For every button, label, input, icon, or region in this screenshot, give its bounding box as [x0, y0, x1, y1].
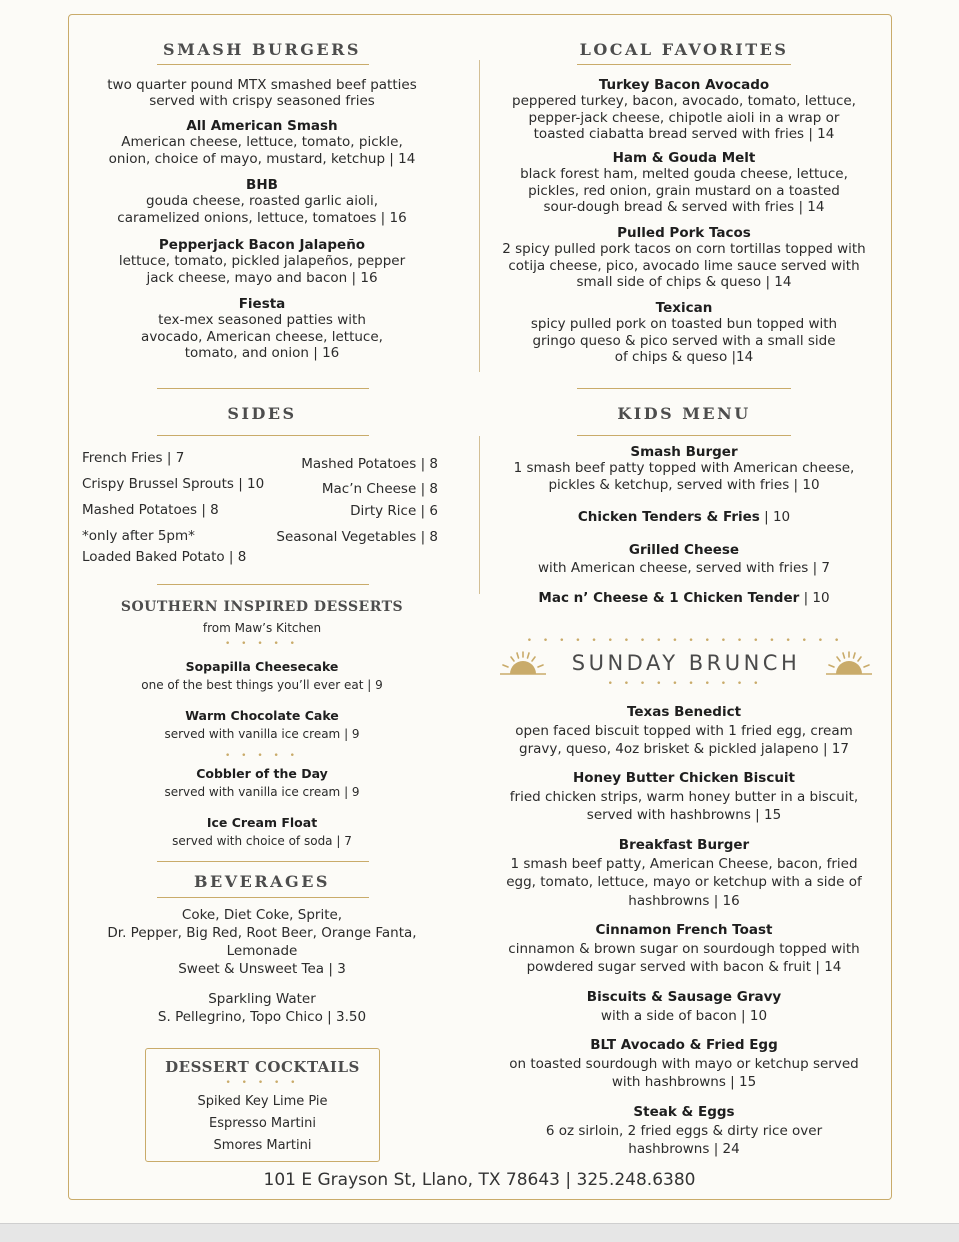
item-price: | 10 — [799, 590, 830, 606]
section-rule — [577, 388, 791, 389]
menu-item — [112, 237, 412, 286]
beverage-line: Lemonade — [226, 943, 298, 959]
menu-item — [504, 988, 864, 1025]
sunday-brunch-heading: SUNDAY BRUNCH — [571, 651, 801, 675]
menu-item — [504, 444, 864, 493]
menu-item — [112, 766, 412, 800]
item-desc: with a side of bacon | 10 — [600, 1007, 768, 1024]
section-rule — [157, 861, 369, 862]
side-item: Loaded Baked Potato | 8 — [82, 549, 247, 565]
section-rule — [157, 388, 369, 389]
menu-item — [112, 177, 412, 226]
sides-heading: SIDES — [227, 404, 297, 423]
item-name: Grilled Cheese — [628, 542, 740, 558]
item-name: Sopapilla Cheesecake — [185, 659, 339, 674]
item-desc: American cheese, lettuce, tomato, pickle, onion, choice of mayo, mustard, ketchup | 14 — [108, 134, 416, 167]
menu-item — [112, 815, 412, 849]
desserts-heading: SOUTHERN INSPIRED DESSERTS — [120, 599, 404, 615]
item-name: Pepperjack Bacon Jalapeño — [158, 237, 366, 253]
ornament-dots: • • • • • — [225, 751, 299, 761]
menu-item — [112, 708, 412, 742]
cocktail-list — [145, 1091, 380, 1157]
beverage-line: Sparkling Water — [208, 991, 316, 1007]
item-name: All American Smash — [186, 118, 338, 134]
sunrise-icon — [500, 650, 546, 676]
menu-item — [504, 921, 864, 977]
item-desc: gouda cheese, roasted garlic aioli, caramelized onions, lettuce, tomatoes | 16 — [117, 193, 407, 226]
side-item: French Fries | 7 — [82, 450, 185, 466]
side-item: Mac’n Cheese | 8 — [321, 481, 438, 497]
item-name: Steak & Eggs — [633, 1104, 735, 1120]
beverage-line: Dr. Pepper, Big Red, Root Beer, Orange Fanta, — [107, 925, 417, 941]
menu-item — [527, 300, 841, 366]
side-item: Mashed Potatoes | 8 — [82, 502, 219, 518]
menu-item — [504, 1036, 864, 1092]
ornament-dots: • • • • • • • • • • • • • • • • • • • • — [526, 636, 844, 646]
menu-item — [504, 541, 864, 577]
item-desc: served with vanilla ice cream | 9 — [164, 785, 360, 799]
menu-item — [504, 590, 864, 606]
item-name: BHB — [246, 177, 278, 193]
cocktail-item: Smores Martini — [213, 1138, 312, 1153]
item-desc: served with vanilla ice cream | 9 — [164, 727, 360, 741]
item-desc: peppered turkey, bacon, avocado, tomato, lettuce, pepper-jack cheese, chipotle aioli in a wrap or toasted ciabatta bread served with fries | 14 — [512, 93, 856, 143]
menu-item — [502, 77, 866, 143]
item-desc: fried chicken strips, warm honey butter in a biscuit, served with hashbrowns | 15 — [509, 788, 859, 823]
kids-menu-heading: KIDS MENU — [617, 404, 751, 423]
menu-item — [500, 225, 868, 291]
item-desc: served with choice of soda | 7 — [172, 834, 352, 848]
item-name: Cinnamon French Toast — [595, 922, 773, 938]
item-desc: open faced biscuit topped with 1 fried egg, cream gravy, queso, 4oz brisket & pickled jalapeno | 17 — [515, 722, 853, 757]
side-item: Crispy Brussel Sprouts | 10 — [82, 476, 265, 492]
section-rule — [157, 584, 369, 585]
item-name: Ham & Gouda Melt — [612, 150, 756, 166]
item-name: Ice Cream Float — [206, 815, 318, 830]
beverage-line: S. Pellegrino, Topo Chico | 3.50 — [157, 1009, 367, 1025]
smash-burgers-heading: SMASH BURGERS — [163, 40, 361, 59]
side-item: Dirty Rice | 6 — [350, 503, 438, 519]
ornament-dots: • • • • • — [225, 1078, 300, 1088]
smash-burgers-intro: two quarter pound MTX smashed beef patties served with crispy seasoned fries — [107, 77, 417, 110]
menu-item — [512, 150, 856, 216]
side-item: Seasonal Vegetables | 8 — [276, 529, 438, 545]
side-item: Mashed Potatoes | 8 — [301, 456, 438, 472]
address-footer: 101 E Grayson St, Llano, TX 78643 | 325.248.6380 — [263, 1170, 696, 1190]
item-name: Texican — [655, 300, 713, 316]
item-desc: with American cheese, served with fries | 7 — [537, 560, 831, 576]
side-note: *only after 5pm* — [82, 528, 195, 544]
section-rule — [157, 897, 369, 898]
sunrise-icon — [826, 650, 872, 676]
local-favorites-heading: LOCAL FAVORITES — [579, 40, 789, 59]
item-desc: 1 smash beef patty, American Cheese, bacon, fried egg, tomato, lettuce, mayo or ketchup with a side of hashbrowns | 16 — [506, 855, 862, 909]
smash-burgers-rule — [157, 64, 369, 65]
item-desc: lettuce, tomato, pickled jalapeños, pepper jack cheese, mayo and bacon | 16 — [118, 253, 406, 286]
menu-item — [112, 659, 412, 693]
menu-item — [534, 1103, 834, 1159]
item-name: Turkey Bacon Avocado — [598, 77, 770, 93]
dessert-cocktails-heading: DESSERT COCKTAILS — [165, 1058, 360, 1076]
item-name: Mac n’ Cheese & 1 Chicken Tender — [538, 590, 800, 606]
menu-item — [137, 296, 387, 362]
item-desc: one of the best things you’ll ever eat | 9 — [141, 678, 383, 692]
item-desc: spicy pulled pork on toasted bun topped with gringo queso & pico served with a small side of chips & queso |14 — [530, 316, 838, 366]
beverage-line: Coke, Diet Coke, Sprite, — [181, 907, 343, 923]
item-desc: 1 smash beef patty topped with American cheese, pickles & ketchup, served with fries | 10 — [513, 460, 855, 493]
item-desc: cinnamon & brown sugar on sourdough topped with powdered sugar served with bacon & fruit | 14 — [508, 940, 860, 975]
item-name: BLT Avocado & Fried Egg — [590, 1037, 778, 1053]
item-name: Cobbler of the Day — [196, 766, 328, 781]
section-rule — [577, 435, 791, 436]
column-divider-1 — [479, 60, 480, 372]
section-rule — [157, 435, 369, 436]
item-name: Pulled Pork Tacos — [617, 225, 751, 241]
item-desc: on toasted sourdough with mayo or ketchup served with hashbrowns | 15 — [509, 1055, 859, 1090]
menu-item — [102, 118, 422, 167]
desserts-subheading: from Maw’s Kitchen — [202, 621, 322, 635]
item-name: Breakfast Burger — [618, 837, 750, 853]
item-price: | 10 — [759, 509, 791, 525]
beverages-heading: BEVERAGES — [194, 872, 330, 891]
sunday-brunch-banner — [500, 648, 872, 680]
item-name: Honey Butter Chicken Biscuit — [572, 770, 796, 786]
ornament-dots: • • • • • — [225, 639, 299, 649]
ornament-dots: • • • • • • • • • • — [607, 679, 763, 689]
beverage-line: Sweet & Unsweet Tea | 3 — [178, 961, 346, 977]
item-name: Texas Benedict — [626, 704, 742, 720]
item-name: Chicken Tenders & Fries — [577, 509, 760, 525]
item-desc: black forest ham, melted gouda cheese, lettuce, pickles, red onion, grain mustard on a toasted sour-dough bread & served with fries | 14 — [520, 166, 848, 216]
item-name: Smash Burger — [630, 444, 738, 460]
item-desc: 6 oz sirloin, 2 fried eggs & dirty rice over hashbrowns | 24 — [545, 1122, 823, 1157]
item-name: Fiesta — [238, 296, 286, 312]
column-divider-2 — [479, 436, 480, 594]
local-favorites-rule — [577, 64, 791, 65]
cocktail-item: Espresso Martini — [208, 1116, 316, 1131]
item-desc: 2 spicy pulled pork tacos on corn tortillas topped with cotija cheese, pico, avocado lime sauce served with small side of chips & queso | 14 — [502, 241, 866, 291]
cocktail-item: Spiked Key Lime Pie — [197, 1094, 328, 1109]
menu-item — [504, 509, 864, 525]
item-desc: tex-mex seasoned patties with avocado, American cheese, lettuce, tomato, and onion | 16 — [141, 312, 383, 362]
page-bottom-edge — [0, 1223, 959, 1242]
item-name: Biscuits & Sausage Gravy — [586, 989, 782, 1005]
item-name: Warm Chocolate Cake — [185, 708, 339, 723]
menu-item — [504, 769, 864, 825]
beverages-list — [82, 906, 442, 1026]
menu-item — [504, 836, 864, 910]
menu-item — [504, 703, 864, 759]
